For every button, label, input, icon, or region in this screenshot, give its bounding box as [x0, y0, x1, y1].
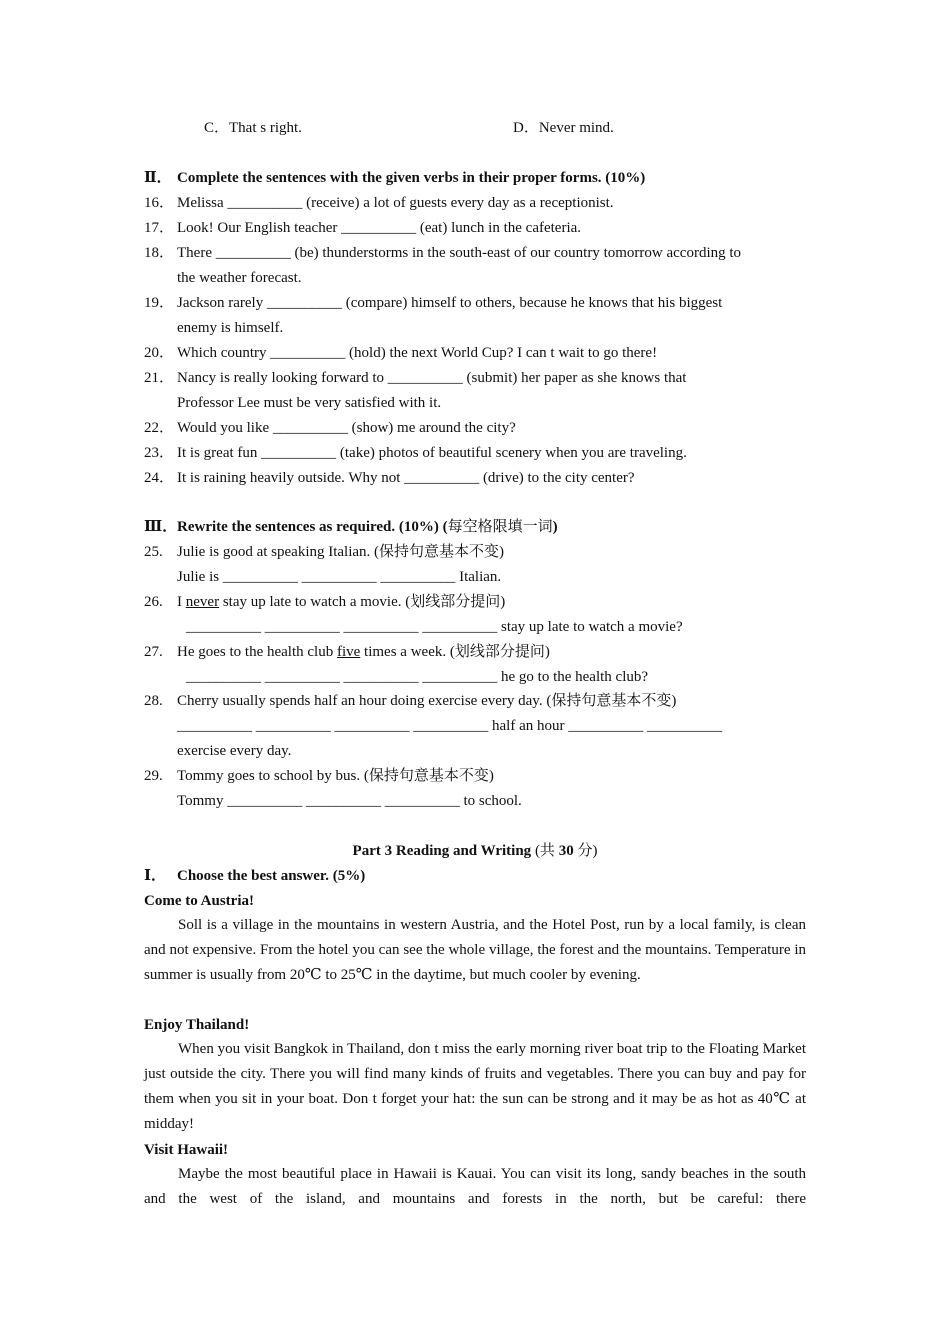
- q17-text: Look! Our English teacher __________ (eat) lunch in the cafeteria.: [177, 220, 582, 236]
- part-3-heading: [144, 841, 806, 861]
- q18-text: There __________ (be) thunderstorms in the south-east of our country tomorrow according to: [177, 245, 742, 261]
- part-3-points: 30: [558, 843, 574, 859]
- q27-number: 27.: [144, 644, 163, 660]
- q26-number: 26.: [144, 594, 163, 610]
- q28-number: 28.: [144, 693, 163, 709]
- q27-post: times a week. (划线部分提问): [360, 644, 550, 660]
- thailand-heading: Enjoy Thailand!: [144, 1017, 250, 1033]
- q26-underlined: never: [185, 594, 220, 610]
- q23-text: It is great fun __________ (take) photos of beautiful scenery when you are traveling.: [177, 445, 687, 461]
- q26-post: stay up late to watch a movie. (划线部分提问): [219, 594, 506, 610]
- q18-number: 18．: [144, 245, 175, 261]
- section-3-title-en: Rewrite the sentences as required. (10%) (: [177, 519, 448, 535]
- q28-answer: __________ __________ __________ __________ half an hour __________ __________: [177, 718, 722, 734]
- q19-text-cont: enemy is himself.: [177, 320, 284, 336]
- q17-number: 17．: [144, 220, 175, 236]
- hawaii-heading: Visit Hawaii!: [144, 1142, 229, 1158]
- option-c: C．That s right.: [204, 120, 302, 136]
- q25-text: Julie is good at speaking Italian. (保持句意基本不变): [177, 544, 505, 560]
- austria-heading: Come to Austria!: [144, 893, 254, 909]
- q27-answer: __________ __________ __________ __________ he go to the health club?: [186, 669, 649, 685]
- q25-answer: Julie is __________ __________ __________ Italian.: [177, 569, 502, 585]
- q24-text: It is raining heavily outside. Why not __________ (drive) to the city center?: [177, 470, 635, 486]
- thailand-paragraph: When you visit Bangkok in Thailand, don t miss the early morning river boat trip to the Floating Market just outside the city. There you will find many kinds of fruits and vegetables. There you can buy and pay for them when you sit in your boat. Don t forget your hat: the sun can be strong and it may be as hot as 40℃ at midday!: [144, 1041, 806, 1132]
- part-3-title-rest: (共: [531, 843, 559, 859]
- section-2-title: Complete the sentences with the given verbs in their proper forms. (10%): [177, 170, 646, 186]
- q21-number: 21．: [144, 370, 175, 386]
- q25-number: 25.: [144, 544, 163, 560]
- q21-text: Nancy is really looking forward to __________ (submit) her paper as she knows that: [177, 370, 687, 386]
- q27-pre: He goes to the health club: [177, 644, 337, 660]
- q19-text: Jackson rarely __________ (compare) himself to others, because he knows that his biggest: [177, 295, 723, 311]
- section-3-title: [177, 517, 558, 537]
- hawaii-paragraph: Maybe the most beautiful place in Hawaii is Kauai. You can visit its long, sandy beaches in the south and the west of the island, and mountains and forests in the north, but be careful: there: [144, 1166, 806, 1207]
- option-d: D．Never mind.: [513, 120, 614, 136]
- q16-text: Melissa __________ (receive) a lot of guests every day as a receptionist.: [177, 195, 614, 211]
- part-3-sub-title: Choose the best answer. (5%): [177, 868, 366, 884]
- q27-underlined: five: [336, 644, 361, 660]
- q28-answer-cont: exercise every day.: [177, 743, 292, 759]
- q19-number: 19．: [144, 295, 175, 311]
- q27-text: [177, 642, 550, 662]
- section-2-label: Ⅱ．: [144, 170, 172, 186]
- q29-text: Tommy goes to school by bus. (保持句意基本不变): [177, 768, 494, 784]
- q26-answer: __________ __________ __________ __________ stay up late to watch a movie?: [186, 619, 683, 635]
- q24-number: 24．: [144, 470, 175, 486]
- austria-paragraph: Soll is a village in the mountains in western Austria, and the Hotel Post, run by a local family, is clean and not expensive. From the hotel you can see the whole village, the forest and the mountains. Temperature in summer is usually from 20℃ to 25℃ in the daytime, but much cooler by evening.: [144, 917, 806, 983]
- q20-number: 20．: [144, 345, 175, 361]
- q16-number: 16．: [144, 195, 175, 211]
- part-3-title: Part 3 Reading and Writing: [352, 843, 532, 859]
- part-3-title-end: 分): [573, 843, 598, 859]
- q22-number: 22．: [144, 420, 175, 436]
- q18-text-cont: the weather forecast.: [177, 270, 302, 286]
- q21-text-cont: Professor Lee must be very satisfied with it.: [177, 395, 442, 411]
- q20-text: Which country __________ (hold) the next World Cup? I can t wait to go there!: [177, 345, 658, 361]
- q26-text: [177, 592, 505, 612]
- section-3-label: Ⅲ．: [144, 519, 178, 535]
- q26-pre: I: [177, 594, 186, 610]
- q22-text: Would you like __________ (show) me around the city?: [177, 420, 516, 436]
- q29-number: 29.: [144, 768, 163, 784]
- q28-text: Cherry usually spends half an hour doing exercise every day. (保持句意基本不变): [177, 693, 677, 709]
- q29-answer: Tommy __________ __________ __________ to school.: [177, 793, 522, 809]
- q23-number: 23．: [144, 445, 175, 461]
- section-3-title-end: ): [552, 519, 558, 535]
- section-3-title-cn: 每空格限填一词: [447, 519, 553, 535]
- part-3-sub-label: Ⅰ．: [144, 868, 167, 884]
